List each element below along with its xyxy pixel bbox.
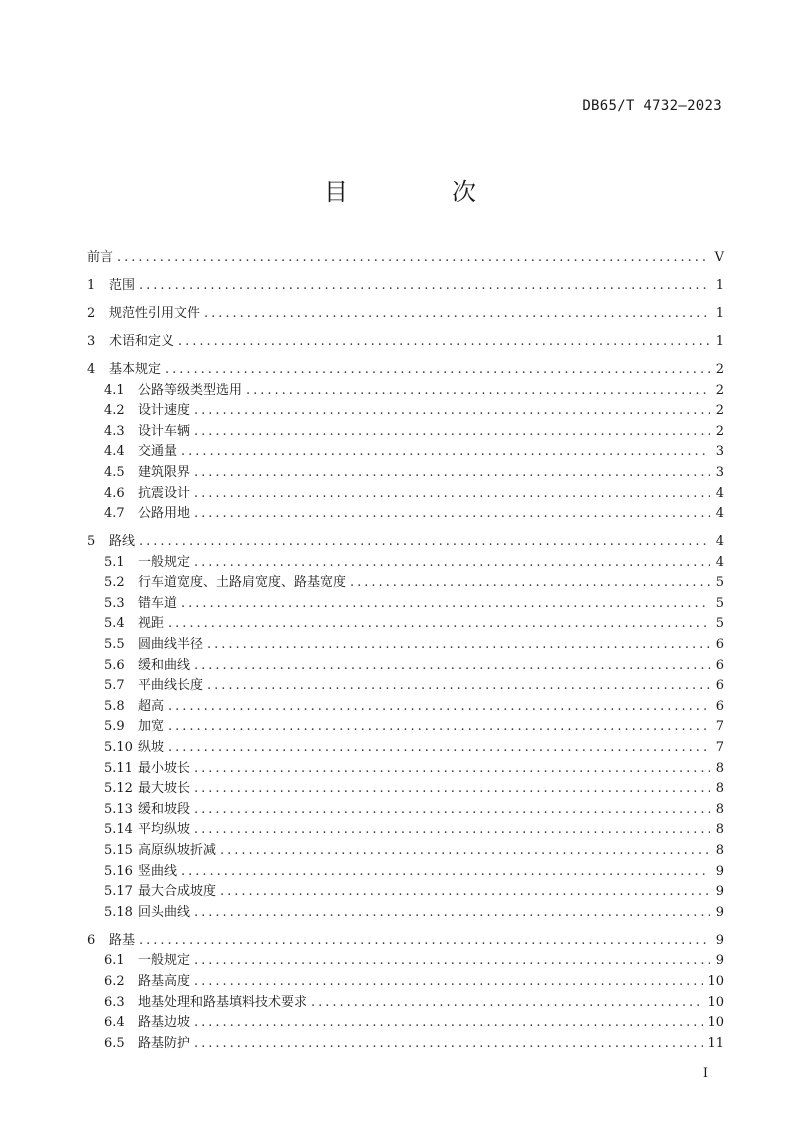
toc-entry-label: 公路用地 — [138, 506, 191, 522]
toc-entry-number: 5.13 — [104, 801, 133, 817]
toc-leader-dots — [194, 1034, 703, 1055]
toc-entry[interactable] — [87, 276, 724, 297]
toc-entry-label: 规范性引用文件 — [109, 305, 201, 321]
toc-leader-dots — [139, 532, 710, 553]
toc-entry-number: 6.2 — [104, 973, 125, 989]
toc-entry-number: 4.7 — [104, 506, 125, 522]
toc-entry-number: 4.2 — [104, 403, 125, 419]
toc-entry-page: 2 — [715, 423, 724, 439]
toc-entry-number: 5.2 — [104, 575, 125, 591]
toc-leader-dots — [194, 656, 710, 677]
toc-entry-page: 4 — [715, 485, 724, 501]
toc-entry-label: 最大坡长 — [138, 781, 191, 797]
toc-entry[interactable] — [87, 931, 724, 952]
toc-leader-dots — [194, 800, 710, 821]
toc-entry-label: 缓和坡段 — [138, 801, 191, 817]
toc-entry[interactable] — [87, 573, 724, 594]
toc-entry-page: 5 — [715, 616, 724, 632]
toc-entry-page: 6 — [715, 637, 724, 653]
toc-entry-label: 路基防护 — [138, 1035, 191, 1051]
toc-entry[interactable] — [87, 697, 724, 718]
toc-leader-dots — [194, 504, 710, 525]
toc-entry-page: 6 — [715, 698, 724, 714]
toc-entry-label: 纵坡 — [138, 740, 165, 756]
toc-entry-page: 9 — [715, 932, 724, 948]
toc-entry-number: 2 — [87, 305, 96, 321]
toc-entry-page: 9 — [715, 863, 724, 879]
toc-leader-dots — [194, 484, 710, 505]
toc-entry-number: 4.6 — [104, 485, 125, 501]
toc-entry-label: 范围 — [109, 277, 136, 293]
toc-entry-page: 10 — [707, 973, 724, 989]
toc-entry-label: 前言 — [87, 250, 114, 265]
toc-entry-number: 4.1 — [104, 382, 125, 398]
toc-entry-label: 平曲线长度 — [138, 678, 204, 694]
toc-entry[interactable] — [87, 862, 724, 883]
toc-entry-label: 一般规定 — [138, 554, 191, 570]
toc-entry-label: 地基处理和路基填料技术要求 — [138, 994, 308, 1010]
toc-entry[interactable] — [87, 401, 724, 422]
toc-leader-dots — [311, 993, 703, 1014]
toc-entry-label: 术语和定义 — [109, 333, 175, 349]
toc-entry-number: 6.4 — [104, 1015, 125, 1031]
toc-entry-number: 4.5 — [104, 464, 125, 480]
toc-entry-page: 3 — [715, 464, 724, 480]
toc-leader-dots — [168, 738, 710, 759]
toc-entry-label: 最大合成坡度 — [138, 884, 217, 900]
toc-entry[interactable] — [87, 332, 724, 353]
toc-entry-page: 1 — [715, 305, 724, 321]
toc-entry-number: 5 — [87, 534, 96, 550]
toc-entry-number: 5.1 — [104, 554, 125, 570]
toc-leader-dots — [194, 1013, 703, 1034]
toc-entry-label: 高原纵坡折减 — [138, 842, 217, 858]
toc-entry-number: 5.17 — [104, 884, 133, 900]
toc-entry-page: 7 — [715, 719, 724, 735]
toc-entry[interactable] — [87, 1013, 724, 1034]
toc-entry-page: 9 — [715, 884, 724, 900]
toc-entry-number: 5.7 — [104, 678, 125, 694]
toc-entry[interactable] — [87, 993, 724, 1014]
toc-entry-label: 公路等级类型选用 — [138, 382, 243, 398]
toc-entry[interactable] — [87, 820, 724, 841]
toc-entry-number: 4.4 — [104, 444, 125, 460]
toc-entry-page: 4 — [715, 534, 724, 550]
toc-entry-label: 圆曲线半径 — [138, 637, 204, 653]
toc-leader-dots — [181, 442, 710, 463]
toc-entry-number: 1 — [87, 277, 96, 293]
toc-entry[interactable] — [87, 304, 724, 325]
toc-leader-dots — [350, 573, 710, 594]
toc-leader-dots — [207, 676, 710, 697]
toc-leader-dots — [194, 951, 710, 972]
toc-leader-dots — [139, 276, 710, 297]
toc-entry-label: 一般规定 — [138, 953, 191, 969]
toc-entry[interactable] — [87, 463, 724, 484]
table-of-contents — [87, 248, 724, 1054]
toc-entry[interactable] — [87, 1034, 724, 1055]
toc-entry-number: 5.11 — [104, 760, 133, 776]
toc-entry[interactable] — [87, 738, 724, 759]
toc-leader-dots — [178, 332, 710, 353]
toc-entry[interactable] — [87, 676, 724, 697]
toc-entry-label: 路线 — [109, 534, 136, 550]
toc-entry[interactable] — [87, 972, 724, 993]
toc-entry-number: 5.15 — [104, 842, 133, 858]
toc-entry-label: 视距 — [138, 616, 165, 632]
toc-entry-label: 建筑限界 — [138, 464, 191, 480]
toc-entry-page: 4 — [715, 506, 724, 522]
toc-entry-number: 5.9 — [104, 719, 125, 735]
toc-entry-page: V — [714, 250, 724, 265]
toc-entry-page: 5 — [715, 575, 724, 591]
toc-leader-dots — [168, 614, 710, 635]
toc-entry-number: 4 — [87, 361, 96, 377]
page-number: I — [702, 1066, 708, 1081]
toc-entry[interactable] — [87, 504, 724, 525]
toc-entry[interactable] — [87, 484, 724, 505]
toc-entry[interactable] — [87, 422, 724, 443]
toc-entry-page: 5 — [715, 595, 724, 611]
toc-entry-page: 8 — [715, 842, 724, 858]
toc-entry-label: 设计速度 — [138, 403, 191, 419]
toc-entry-label: 路基边坡 — [138, 1015, 191, 1031]
toc-entry[interactable] — [87, 442, 724, 463]
toc-entry[interactable] — [87, 841, 724, 862]
toc-entry-number: 5.5 — [104, 637, 125, 653]
toc-entry[interactable] — [87, 248, 724, 269]
toc-entry[interactable] — [87, 381, 724, 402]
toc-entry-number: 5.16 — [104, 863, 133, 879]
toc-entry-page: 8 — [715, 822, 724, 838]
toc-leader-dots — [204, 304, 710, 325]
toc-entry-label: 平均纵坡 — [138, 822, 191, 838]
toc-entry-page: 6 — [715, 678, 724, 694]
toc-entry-number: 6.1 — [104, 953, 125, 969]
toc-entry-page: 10 — [707, 1015, 724, 1031]
toc-leader-dots — [181, 862, 710, 883]
toc-entry[interactable] — [87, 553, 724, 574]
toc-entry-page: 3 — [715, 444, 724, 460]
toc-entry-page: 1 — [715, 277, 724, 293]
toc-leader-dots — [194, 779, 710, 800]
toc-entry-label: 错车道 — [138, 595, 178, 611]
toc-entry-number: 6.3 — [104, 994, 125, 1010]
toc-entry-page: 10 — [707, 994, 724, 1010]
toc-entry[interactable] — [87, 656, 724, 677]
toc-entry-page: 9 — [715, 953, 724, 969]
toc-entry-number: 6 — [87, 932, 96, 948]
toc-entry[interactable] — [87, 614, 724, 635]
toc-entry[interactable] — [87, 635, 724, 656]
toc-leader-dots — [194, 463, 710, 484]
toc-entry-page: 2 — [715, 382, 724, 398]
toc-entry-page: 2 — [715, 361, 724, 377]
toc-entry[interactable] — [87, 882, 724, 903]
toc-entry-number: 4.3 — [104, 423, 125, 439]
toc-entry-page: 6 — [715, 657, 724, 673]
toc-entry[interactable] — [87, 759, 724, 780]
toc-leader-dots — [165, 360, 710, 381]
toc-entry-number: 5.6 — [104, 657, 125, 673]
toc-leader-dots — [194, 759, 710, 780]
toc-leader-dots — [117, 248, 710, 269]
toc-entry-label: 基本规定 — [109, 361, 162, 377]
toc-entry-number: 5.12 — [104, 781, 133, 797]
toc-entry-number: 5.4 — [104, 616, 125, 632]
toc-entry-page: 11 — [707, 1035, 724, 1051]
toc-entry[interactable] — [87, 800, 724, 821]
toc-entry-label: 最小坡长 — [138, 760, 191, 776]
toc-leader-dots — [168, 717, 710, 738]
toc-entry-page: 2 — [715, 403, 724, 419]
toc-entry[interactable] — [87, 951, 724, 972]
toc-entry[interactable] — [87, 717, 724, 738]
toc-leader-dots — [220, 882, 710, 903]
toc-entry-label: 超高 — [138, 698, 165, 714]
toc-title: 目 次 — [324, 178, 516, 206]
toc-entry-number: 5.3 — [104, 595, 125, 611]
toc-entry-number: 5.14 — [104, 822, 133, 838]
toc-entry[interactable] — [87, 903, 724, 924]
toc-entry-label: 行车道宽度、土路肩宽度、路基宽度 — [138, 575, 347, 591]
toc-entry-number: 6.5 — [104, 1035, 125, 1051]
toc-entry-label: 竖曲线 — [138, 863, 178, 879]
toc-entry-label: 交通量 — [138, 444, 178, 460]
toc-entry-number: 5.10 — [104, 740, 133, 756]
toc-entry-label: 设计车辆 — [138, 423, 191, 439]
toc-entry-label: 缓和曲线 — [138, 657, 191, 673]
toc-leader-dots — [207, 635, 710, 656]
toc-entry-label: 加宽 — [138, 719, 165, 735]
toc-entry-page: 7 — [715, 740, 724, 756]
toc-leader-dots — [194, 553, 710, 574]
toc-leader-dots — [194, 972, 703, 993]
toc-entry-page: 1 — [715, 333, 724, 349]
toc-leader-dots — [194, 422, 710, 443]
toc-entry-page: 4 — [715, 554, 724, 570]
toc-entry-label: 抗震设计 — [138, 485, 191, 501]
toc-entry-page: 8 — [715, 801, 724, 817]
toc-leader-dots — [194, 401, 710, 422]
toc-leader-dots — [220, 841, 710, 862]
document-code: DB65/T 4732—2023 — [582, 98, 722, 114]
toc-entry-page: 8 — [715, 760, 724, 776]
toc-leader-dots — [246, 381, 710, 402]
toc-entry[interactable] — [87, 360, 724, 381]
toc-entry[interactable] — [87, 779, 724, 800]
toc-entry-page: 9 — [715, 904, 724, 920]
toc-entry[interactable] — [87, 532, 724, 553]
toc-entry-label: 路基高度 — [138, 973, 191, 989]
toc-entry-label: 路基 — [109, 932, 136, 948]
toc-leader-dots — [139, 931, 710, 952]
toc-leader-dots — [181, 594, 710, 615]
toc-leader-dots — [168, 697, 710, 718]
toc-entry-number: 5.18 — [104, 904, 133, 920]
toc-leader-dots — [194, 820, 710, 841]
toc-entry-label: 回头曲线 — [138, 904, 191, 920]
toc-entry-number: 3 — [87, 333, 96, 349]
toc-entry-page: 8 — [715, 781, 724, 797]
toc-entry-number: 5.8 — [104, 698, 125, 714]
toc-leader-dots — [194, 903, 710, 924]
toc-entry[interactable] — [87, 594, 724, 615]
